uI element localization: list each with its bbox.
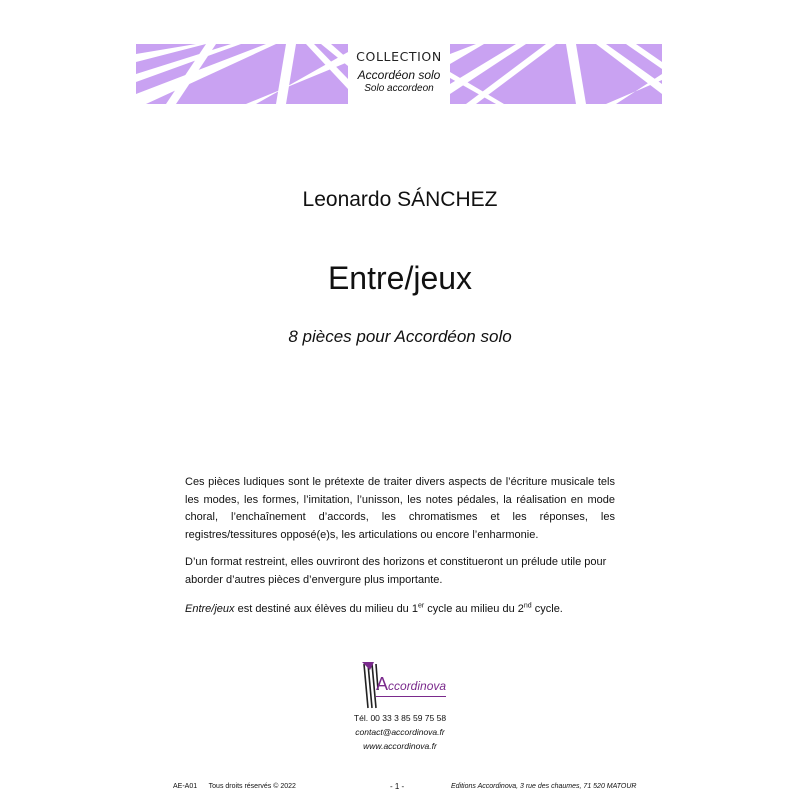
footer-publisher-address: Editions Accordinova, 3 rue des chaumes, 71 520 MATOUR bbox=[451, 783, 637, 790]
level-text-a: est destiné aux élèves du milieu du 1 bbox=[234, 603, 418, 615]
level-text-b: cycle au milieu du 2 bbox=[424, 603, 524, 615]
series-label: Accordéon solo bbox=[357, 68, 441, 82]
work-subtitle: 8 pièces pour Accordéon solo bbox=[288, 327, 512, 346]
footer-reference: AE-A01 Tous droits réservés © 2022 bbox=[173, 783, 296, 790]
accordinova-logo bbox=[358, 660, 448, 712]
collection-label: COLLECTION bbox=[356, 49, 442, 64]
banner-label-box bbox=[348, 44, 450, 104]
series-label-en: Solo accordeon bbox=[364, 83, 434, 94]
publisher-email[interactable]: contact@accordinova.fr bbox=[355, 727, 445, 737]
publisher-phone: Tél. 00 33 3 85 59 75 58 bbox=[353, 713, 447, 723]
logo-wordmark: Accordinova bbox=[376, 674, 446, 697]
description-paragraph-3 bbox=[185, 601, 615, 619]
page-number: - 1 - bbox=[390, 782, 405, 791]
level-text-c: cycle. bbox=[531, 603, 563, 615]
description-paragraph-2: D’un format restreint, elles ouvriront des horizons et constitueront un prélude utile pour aborder d’autres pièces d’envergure plus importante. bbox=[185, 556, 607, 586]
composer-name: Leonardo SÁNCHEZ bbox=[302, 188, 498, 211]
ordinal-second: nd bbox=[523, 602, 532, 610]
ordinal-first: er bbox=[417, 602, 425, 610]
collection-banner bbox=[136, 44, 662, 104]
work-title-inline: Entre/jeux bbox=[185, 603, 235, 615]
work-title: Entre/jeux bbox=[327, 260, 473, 296]
publisher-website[interactable]: www.accordinova.fr bbox=[363, 741, 437, 751]
description-paragraph-1: Ces pièces ludiques sont le prétexte de traiter divers aspects de l’écriture musicale tels les modes, les formes, l’imitation, l’unisson, les notes pédales, la réalisation en mode choral, l’enchaînement d’accords, les chromatismes et les réponses, les registres/tessitures opposé(e)s, les articulations ou encore l’enharmonie. bbox=[185, 476, 615, 541]
